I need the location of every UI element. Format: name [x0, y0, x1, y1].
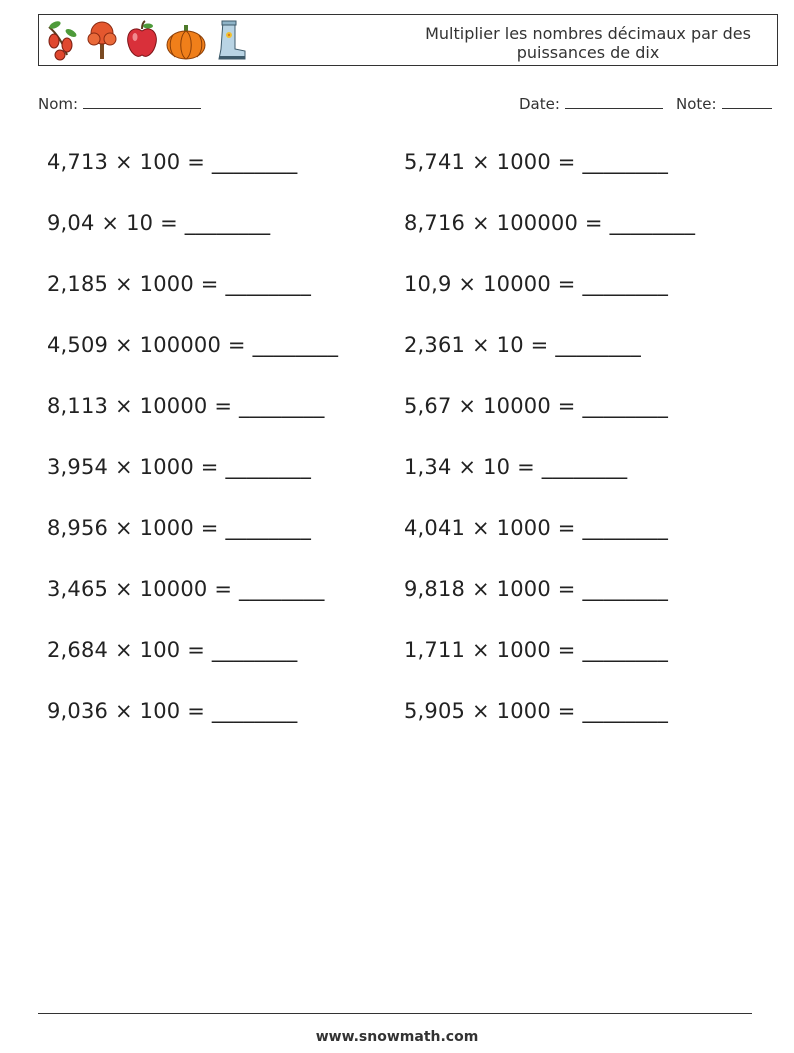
title-line-2: puissances de dix [516, 43, 660, 62]
problem-right-9: 1,711 × 1000 = ________ [404, 638, 669, 662]
problem-right-5: 5,67 × 10000 = ________ [404, 394, 669, 418]
problem-left-2: 9,04 × 10 = ________ [47, 211, 271, 235]
apple-icon [125, 19, 159, 61]
problem-right-2: 8,716 × 100000 = ________ [404, 211, 696, 235]
footer-divider [38, 1013, 752, 1014]
autumn-tree-icon [85, 19, 119, 61]
worksheet-header [38, 14, 778, 66]
problem-right-8: 9,818 × 1000 = ________ [404, 577, 669, 601]
problem-left-9: 2,684 × 100 = ________ [47, 638, 298, 662]
pumpkin-icon [165, 19, 207, 61]
problem-right-3: 10,9 × 10000 = ________ [404, 272, 669, 296]
problem-right-7: 4,041 × 1000 = ________ [404, 516, 669, 540]
problem-left-10: 9,036 × 100 = ________ [47, 699, 298, 723]
problem-right-10: 5,905 × 1000 = ________ [404, 699, 669, 723]
problem-left-6: 3,954 × 1000 = ________ [47, 455, 312, 479]
problem-left-3: 2,185 × 1000 = ________ [47, 272, 312, 296]
problem-right-4: 2,361 × 10 = ________ [404, 333, 641, 357]
date-field[interactable] [519, 94, 663, 113]
score-field[interactable] [676, 94, 772, 113]
worksheet-title [409, 24, 767, 62]
header-icons [45, 19, 247, 61]
score-blank[interactable] [722, 94, 772, 109]
problem-left-1: 4,713 × 100 = ________ [47, 150, 298, 174]
date-label: Date: [519, 95, 560, 113]
rain-boot-icon [213, 19, 247, 61]
problem-left-5: 8,113 × 10000 = ________ [47, 394, 325, 418]
problem-right-6: 1,34 × 10 = ________ [404, 455, 628, 479]
problem-right-1: 5,741 × 1000 = ________ [404, 150, 669, 174]
rosehip-branch-icon [45, 19, 79, 61]
problem-left-4: 4,509 × 100000 = ________ [47, 333, 339, 357]
footer-website-link[interactable]: www.snowmath.com [315, 1029, 479, 1045]
problem-left-7: 8,956 × 1000 = ________ [47, 516, 312, 540]
title-line-1: Multiplier les nombres décimaux par des [425, 24, 751, 43]
date-blank[interactable] [565, 94, 663, 109]
problem-left-8: 3,465 × 10000 = ________ [47, 577, 325, 601]
score-label: Note: [676, 95, 717, 113]
name-field[interactable] [38, 94, 201, 113]
name-blank[interactable] [83, 94, 201, 109]
name-label: Nom: [38, 95, 79, 113]
